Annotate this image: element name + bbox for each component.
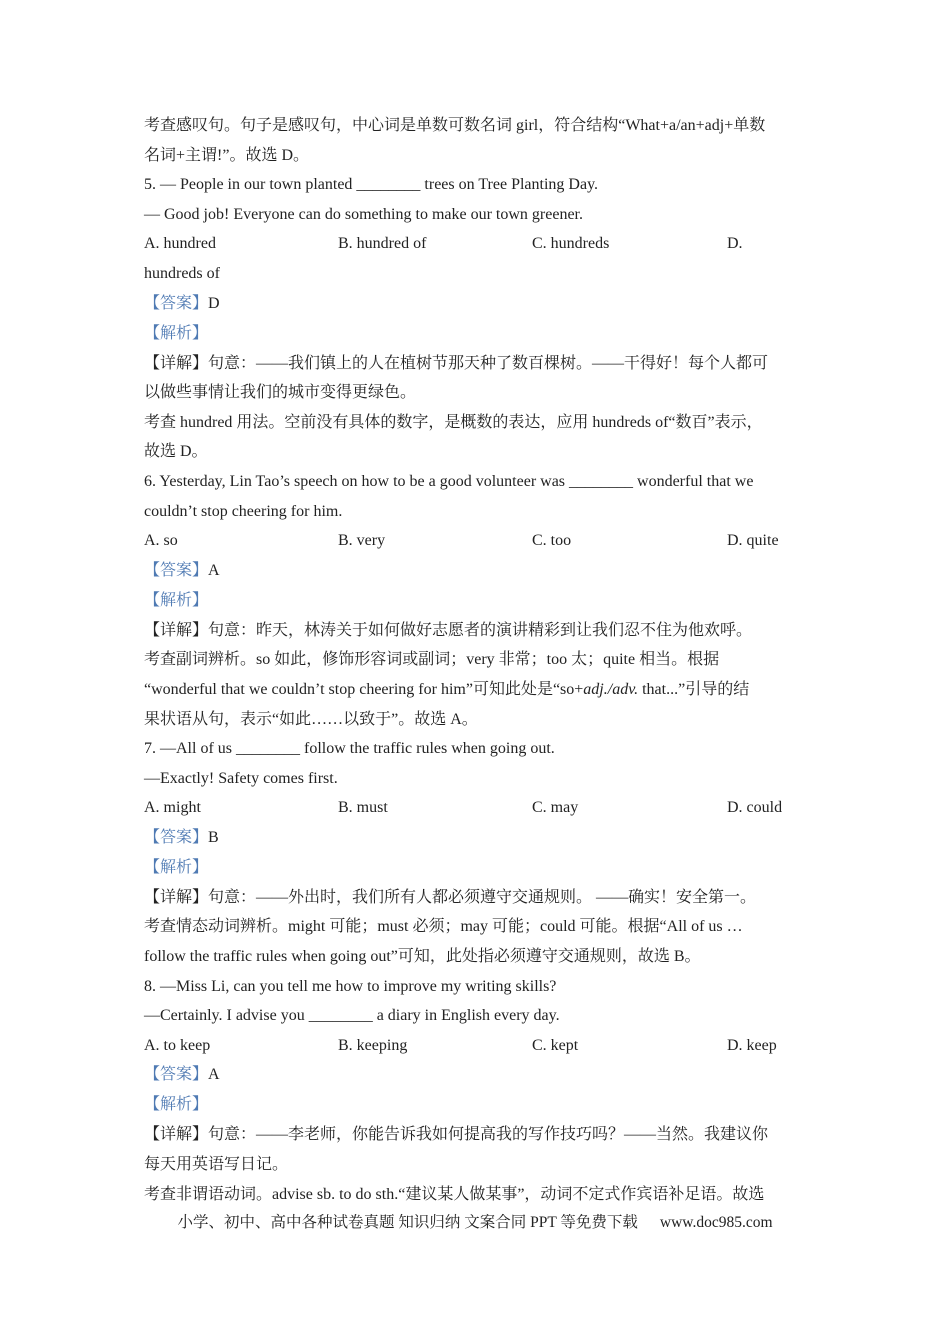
option-c: C. kept	[532, 1036, 579, 1054]
question-7-reply: —Exactly! Safety comes first.	[144, 769, 338, 787]
option-a: A. so	[144, 532, 178, 550]
paragraph-line: 名词+主谓!”。故选 D。	[144, 146, 310, 164]
question-5-reply: — Good job! Everyone can do something to make our town greener.	[144, 205, 583, 223]
detail-line: 每天用英语写日记。	[144, 1156, 289, 1174]
option-a: A. hundred	[144, 235, 216, 253]
answer-value: B	[208, 828, 219, 846]
detail-line	[144, 675, 808, 705]
detail-line: 【详解】句意：——李老师，你能告诉我如何提高我的写作技巧吗？——当然。我建议你	[144, 1126, 769, 1144]
question-8-reply: —Certainly. I advise you ________ a diary in English every day.	[144, 1007, 560, 1025]
option-c: C. may	[532, 799, 579, 817]
analysis-tag: 【解析】	[144, 591, 209, 609]
detail-line: 果状语从句，表示“如此……以致于”。故选 A。	[144, 710, 478, 728]
detail-line: 考查非谓语动词。advise sb. to do sth.“建议某人做某事”，动词不定式作宾语补足语。故选	[144, 1185, 765, 1203]
answer-value: D	[208, 294, 220, 312]
option-b: B. keeping	[338, 1036, 408, 1054]
option-d: D. quite	[727, 532, 779, 550]
analysis-tag: 【解析】	[144, 324, 209, 342]
detail-line: follow the traffic rules when going out”可知，此处指必须遵守交通规则，故选 B。	[144, 948, 701, 966]
answer-value: A	[208, 561, 220, 579]
option-d: D. could	[727, 799, 783, 817]
question-7-stem: 7. —All of us ________ follow the traffic rules when going out.	[144, 740, 555, 758]
detail-line: 故选 D。	[144, 443, 208, 461]
question-6-options	[144, 526, 808, 556]
option-c: C. too	[532, 532, 572, 550]
detail-line: 【详解】句意：昨天，林涛关于如何做好志愿者的演讲精彩到让我们忍不住为他欢呼。	[144, 621, 753, 639]
answer-tag: 【答案】	[144, 561, 209, 579]
analysis-line	[144, 319, 808, 349]
analysis-line	[144, 853, 808, 883]
answer-line	[144, 556, 808, 586]
detail-italic: adj./adv.	[583, 680, 639, 698]
detail-line: 考查 hundred 用法。空前没有具体的数字，是概数的表达，应用 hundreds of“数百”表示，	[144, 413, 763, 431]
option-d: D.	[727, 235, 743, 253]
detail-line: 【详解】句意：——我们镇上的人在植树节那天种了数百棵树。——干得好！每个人都可	[144, 354, 769, 372]
analysis-line	[144, 586, 808, 616]
detail-text: “wonderful that we couldn’t stop cheering for him”可知此处是“so+	[144, 680, 584, 698]
question-8-options	[144, 1031, 808, 1061]
answer-line	[144, 1060, 808, 1090]
analysis-tag: 【解析】	[144, 1096, 209, 1114]
option-b: B. must	[338, 799, 388, 817]
question-5-options	[144, 229, 808, 259]
answer-line	[144, 823, 808, 853]
option-d-continued: hundreds of	[144, 264, 220, 282]
question-5-stem: 5. — People in our town planted ________ trees on Tree Planting Day.	[144, 176, 599, 194]
detail-line: 考查副词辨析。so 如此，修饰形容词或副词；very 非常；too 太；quite 相当。根据	[144, 651, 720, 669]
question-7-options	[144, 793, 808, 823]
option-b: B. hundred of	[338, 235, 427, 253]
answer-tag: 【答案】	[144, 294, 209, 312]
detail-line: 考查情态动词辨析。might 可能；must 必须；may 可能；could 可能。根据“All of us …	[144, 918, 743, 936]
question-8-stem: 8. —Miss Li, can you tell me how to improve my writing skills?	[144, 977, 557, 995]
option-c: C. hundreds	[532, 235, 610, 253]
answer-tag: 【答案】	[144, 1066, 209, 1084]
question-6-stem-cont: couldn’t stop cheering for him.	[144, 502, 343, 520]
option-d: D. keep	[727, 1036, 777, 1054]
answer-value: A	[208, 1066, 220, 1084]
detail-line: 以做些事情让我们的城市变得更绿色。	[144, 384, 417, 402]
answer-line	[144, 289, 808, 319]
analysis-tag: 【解析】	[144, 858, 209, 876]
footer-text: 小学、初中、高中各种试卷真题 知识归纳 文案合同 PPT 等免费下载	[177, 1214, 638, 1231]
question-6-stem: 6. Yesterday, Lin Tao’s speech on how to be a good volunteer was ________ wonderful that we	[144, 472, 754, 490]
option-a: A. might	[144, 799, 201, 817]
option-a: A. to keep	[144, 1036, 211, 1054]
document-body	[144, 111, 808, 1209]
paragraph-line: 考查感叹句。句子是感叹句，中心词是单数可数名词 girl，符合结构“What+a/an+adj+单数	[144, 117, 766, 134]
analysis-line	[144, 1090, 808, 1120]
answer-tag: 【答案】	[144, 828, 209, 846]
detail-text: that...”引导的结	[638, 680, 750, 698]
detail-line: 【详解】句意：——外出时，我们所有人都必须遵守交通规则。 ——确实！安全第一。	[144, 888, 757, 906]
option-b: B. very	[338, 532, 386, 550]
page-footer	[0, 1210, 950, 1232]
footer-url[interactable]: www.doc985.com	[659, 1214, 773, 1231]
